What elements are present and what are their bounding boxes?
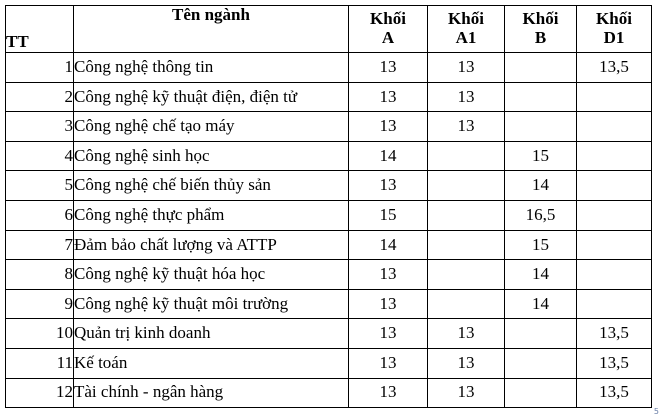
cell-score-b xyxy=(505,82,577,112)
cell-score-a1: 13 xyxy=(428,112,505,142)
cell-score-b xyxy=(505,319,577,349)
cell-score-b: 15 xyxy=(505,141,577,171)
cell-score-d1 xyxy=(577,200,652,230)
cell-score-a1: 13 xyxy=(428,378,505,408)
cell-score-b: 16,5 xyxy=(505,200,577,230)
cell-score-a1 xyxy=(428,171,505,201)
cell-score-d1 xyxy=(577,230,652,260)
cell-score-a: 13 xyxy=(349,112,428,142)
cell-score-d1 xyxy=(577,82,652,112)
table-row xyxy=(6,289,652,319)
cell-major-name: Đảm bảo chất lượng và ATTP xyxy=(74,230,349,260)
cell-score-a: 14 xyxy=(349,230,428,260)
table-row xyxy=(6,230,652,260)
cell-score-b xyxy=(505,378,577,408)
cell-score-a: 13 xyxy=(349,289,428,319)
table-row xyxy=(6,260,652,290)
header-block-code: A1 xyxy=(455,28,477,47)
cell-tt: 2 xyxy=(6,82,74,112)
table-header xyxy=(6,6,652,53)
header-block-label: Khối xyxy=(596,9,632,29)
header-block-label: Khối xyxy=(448,9,484,29)
cell-score-b xyxy=(505,112,577,142)
cell-major-name: Công nghệ thực phẩm xyxy=(74,200,349,230)
cell-tt: 5 xyxy=(6,171,74,201)
cell-score-b xyxy=(505,348,577,378)
cell-major-name: Tài chính - ngân hàng xyxy=(74,378,349,408)
header-block-a xyxy=(349,6,428,53)
cell-major-name: Công nghệ kỹ thuật môi trường xyxy=(74,289,349,319)
table-row xyxy=(6,348,652,378)
cell-score-d1 xyxy=(577,171,652,201)
header-block-code: A xyxy=(381,28,395,47)
cell-score-d1: 13,5 xyxy=(577,348,652,378)
cell-major-name: Công nghệ chế tạo máy xyxy=(74,112,349,142)
cell-score-a: 15 xyxy=(349,200,428,230)
cell-score-a1 xyxy=(428,141,505,171)
cell-tt: 8 xyxy=(6,260,74,290)
cell-score-a: 13 xyxy=(349,378,428,408)
table-row xyxy=(6,378,652,408)
header-block-label: Khối xyxy=(522,9,559,29)
table-row xyxy=(6,141,652,171)
cell-score-d1: 13,5 xyxy=(577,378,652,408)
cell-score-a: 13 xyxy=(349,319,428,349)
cell-score-d1 xyxy=(577,112,652,142)
header-major-name: Tên ngành xyxy=(74,6,349,53)
cell-major-name: Công nghệ kỹ thuật hóa học xyxy=(74,260,349,290)
table-row xyxy=(6,319,652,349)
cell-score-b: 14 xyxy=(505,171,577,201)
cell-score-a: 13 xyxy=(349,260,428,290)
cell-score-d1 xyxy=(577,260,652,290)
header-row xyxy=(6,6,652,53)
cell-score-d1 xyxy=(577,141,652,171)
header-block-b xyxy=(505,6,577,53)
cell-tt: 7 xyxy=(6,230,74,260)
cell-score-a: 13 xyxy=(349,171,428,201)
cell-score-a: 13 xyxy=(349,53,428,83)
cell-tt: 6 xyxy=(6,200,74,230)
cell-score-a1 xyxy=(428,289,505,319)
table-row xyxy=(6,82,652,112)
cell-tt: 11 xyxy=(6,348,74,378)
cell-major-name: Công nghệ sinh học xyxy=(74,141,349,171)
cell-score-a1: 13 xyxy=(428,348,505,378)
cell-tt: 1 xyxy=(6,53,74,83)
cell-tt: 3 xyxy=(6,112,74,142)
cell-score-a1: 13 xyxy=(428,319,505,349)
cell-score-a1 xyxy=(428,260,505,290)
score-table-container xyxy=(5,5,652,408)
cell-score-b: 14 xyxy=(505,260,577,290)
cell-score-a: 14 xyxy=(349,141,428,171)
cell-major-name: Công nghệ kỹ thuật điện, điện tử xyxy=(74,82,349,112)
cell-tt: 4 xyxy=(6,141,74,171)
cell-score-a: 13 xyxy=(349,82,428,112)
cell-tt: 9 xyxy=(6,289,74,319)
cell-score-a: 13 xyxy=(349,348,428,378)
table-row xyxy=(6,200,652,230)
cell-score-d1 xyxy=(577,289,652,319)
cell-tt: 10 xyxy=(6,319,74,349)
cell-major-name: Công nghệ thông tin xyxy=(74,53,349,83)
cell-score-a1: 13 xyxy=(428,53,505,83)
table-row xyxy=(6,171,652,201)
cell-score-a1 xyxy=(428,200,505,230)
cell-score-b: 15 xyxy=(505,230,577,260)
cell-score-b: 14 xyxy=(505,289,577,319)
header-block-a1 xyxy=(428,6,505,53)
cell-score-a1 xyxy=(428,230,505,260)
header-block-code: B xyxy=(534,28,547,47)
table-body xyxy=(6,53,652,408)
cell-major-name: Công nghệ chế biến thủy sản xyxy=(74,171,349,201)
cell-score-d1: 13,5 xyxy=(577,53,652,83)
header-block-label: Khối xyxy=(370,9,406,29)
header-block-d1 xyxy=(577,6,652,53)
cell-score-d1: 13,5 xyxy=(577,319,652,349)
header-block-code: D1 xyxy=(603,28,625,47)
table-row xyxy=(6,53,652,83)
table-row xyxy=(6,112,652,142)
cell-major-name: Kế toán xyxy=(74,348,349,378)
header-tt: TT xyxy=(6,6,74,53)
cell-score-b xyxy=(505,53,577,83)
cell-score-a1: 13 xyxy=(428,82,505,112)
cell-tt: 12 xyxy=(6,378,74,408)
cell-major-name: Quản trị kinh doanh xyxy=(74,319,349,349)
page-corner-mark: 5 xyxy=(653,407,659,416)
admission-score-table xyxy=(5,5,652,408)
